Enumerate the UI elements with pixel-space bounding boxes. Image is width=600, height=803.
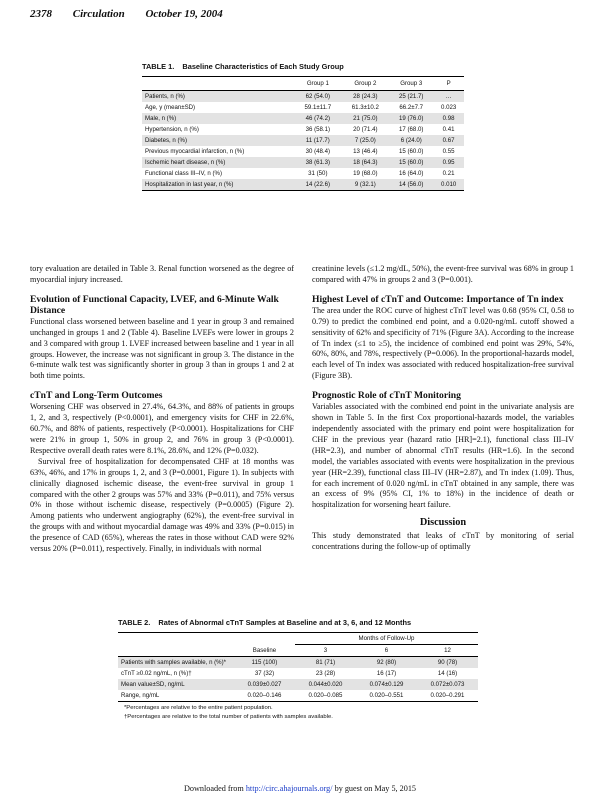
- table-cell: 37 (32): [254, 670, 275, 677]
- left-column: [30, 264, 294, 555]
- column-header: Group 2: [341, 77, 389, 91]
- paragraph: Functional class worsened between baseline and 1 year in group 3 and remained unchanged in groups 1 and 2 (Table 4). Baseline LVEFs were lower in groups 2 and 3 compared with group 1. LVEF increased between baseline and 1 year in all groups. However, the increase was not significant in group 3. The distance in the 6-minute walk test was significantly shorter in group 3 than in groups 1 and 2 at both time points.: [30, 316, 294, 381]
- table-cell: 31 (50): [308, 170, 328, 177]
- section-heading: Highest Level of cTnT and Outcome: Importance of Tn index: [312, 293, 564, 305]
- table-cell: 15 (60.0): [389, 157, 433, 168]
- table-cell: 0.98: [433, 113, 464, 124]
- row-label: Diabetes, n (%): [142, 135, 294, 146]
- table-1-title: Baseline Characteristics of Each Study Group: [182, 62, 344, 71]
- table-cell: 0.023: [440, 104, 457, 111]
- table-row: [142, 146, 464, 157]
- column-header: [118, 645, 234, 657]
- table-1: [142, 62, 464, 191]
- column-header: Group 1: [294, 77, 341, 91]
- table-cell: 13 (46.4): [353, 148, 378, 155]
- table-cell: 0.55: [442, 148, 455, 155]
- table-2: [118, 618, 478, 720]
- running-header: [30, 8, 241, 20]
- table-2-caption: [118, 618, 478, 627]
- column-header: Group 3: [389, 77, 433, 91]
- section-heading: Evolution of Functional Capacity, LVEF, and 6-Minute Walk Distance: [30, 293, 279, 316]
- row-label: cTnT ≥0.02 ng/mL, n (%)†: [121, 670, 192, 677]
- paragraph: Worsening CHF was observed in 27.4%, 64.3%, and 88% of patients in groups 1, 2, and 3, respectively (P<0.0001), and emergency visits for CHF in 22.6%, 60.7%, and 88% of patients, respectively (P<0.0001). Hospitalizations for CHF were 21% in group 1, 50% in group 2, and 76% in group 3 (P<0.0001). Respective overall death rates were 8.1%, 28.6%, and 12% (P=0.032).: [30, 402, 294, 455]
- table-cell: 36 (58.1): [305, 126, 331, 133]
- table-cell: 0.020–0.291: [417, 690, 478, 702]
- table-cell: 25 (21.7): [389, 91, 433, 103]
- table-row: [142, 179, 464, 191]
- paragraph: The area under the ROC curve of highest cTnT level was 0.68 (95% CI, 0.58 to 0.79) to predict the combined end point, and a 0.020-ng/mL cutoff showed a sensitivity of 62% and specificity of 71% (Figure 3A). According to the increase of Tn index (≤1 to ≥5), the incidence of combined end point was 29%, 54%, 60%, 80%, and 78%, respectively (P=0.006). In the proportional-hazards model, each level of Tn index was associated with reduced hospitalization-free survival (Figure 3B).: [312, 305, 574, 381]
- table-cell: 0.020–0.146: [234, 690, 295, 702]
- paragraph: Variables associated with the combined end point in the univariate analysis are shown in Table 5. In the first Cox proportional-hazards model, the variables independently associated with the primary end point were hospitalization for CHF in the previous year (hazard ratio [HR]=2.1), functional class III–IV (HR=2.3), and number of abnormal cTnT results (HR=1.6). In the second model, the variables associated with events were hospitalization in the previous year (HR=2.39), functional class III–IV (HR=2.87), and Tn index (1.09). Thus, for each increment of 0.020 ng/mL in cTnT obtained in any sample, there was an excess of 9% (95% CI, 1% to 18%) in the incidence of death or hospitalization for worsening heart failure.: [312, 402, 574, 510]
- row-label: Hospitalization in last year, n (%): [142, 179, 294, 191]
- footnote: †Percentages are relative to the total number of patients with samples available.: [124, 714, 333, 720]
- table-cell: 0.95: [433, 157, 464, 168]
- download-footer: [0, 784, 600, 793]
- table-row: [118, 690, 478, 702]
- table-cell: 19 (76.0): [389, 113, 433, 124]
- months-of-follow-up-header: Months of Follow-Up: [295, 633, 478, 645]
- paragraph: tory evaluation are detailed in Table 3. Renal function worsened as the degree of myocardial injury increased.: [30, 264, 294, 284]
- table-cell: 0.039±0.027: [234, 679, 295, 690]
- table-1-label: TABLE 1.: [142, 62, 175, 71]
- table-cell: 0.072±0.073: [417, 679, 478, 690]
- table-cell: 20 (71.4): [353, 126, 378, 133]
- table-cell: 92 (80): [356, 657, 417, 669]
- table-row: [118, 679, 478, 690]
- table-cell: 30 (48.4): [305, 148, 331, 155]
- table-cell: 15 (60.0): [399, 148, 424, 155]
- row-label: Range, ng/mL: [118, 690, 234, 702]
- journal-link[interactable]: http://circ.ahajournals.org/: [245, 784, 333, 793]
- table-cell: 6 (24.0): [389, 135, 433, 146]
- table-cell: 23 (28): [315, 670, 336, 677]
- section-heading: Discussion: [419, 517, 467, 529]
- table-cell: 0.020–0.551: [356, 690, 417, 702]
- table-row: [142, 113, 464, 124]
- table-row: [142, 135, 464, 146]
- table-cell: 0.41: [442, 126, 455, 133]
- table-row: [142, 91, 464, 103]
- table-cell: 0.67: [433, 135, 464, 146]
- column-header: 12: [417, 645, 478, 657]
- table-row: [118, 668, 478, 679]
- page-number: 2378: [30, 8, 52, 20]
- table-cell: 21 (75.0): [341, 113, 389, 124]
- table-cell: 16 (64.0): [399, 170, 424, 177]
- table-cell: 14 (16): [437, 670, 458, 677]
- table-cell: 14 (56.0): [389, 179, 433, 191]
- footer-suffix: by guest on May 5, 2015: [332, 784, 417, 793]
- table-cell: 46 (74.2): [294, 113, 341, 124]
- table-2-body: [118, 657, 478, 702]
- row-label: Ischemic heart disease, n (%): [142, 157, 294, 168]
- row-label: Patients, n (%): [142, 91, 294, 103]
- table-cell: 9 (32.1): [341, 179, 389, 191]
- section-heading: Prognostic Role of cTnT Monitoring: [312, 390, 461, 402]
- table-1-body: [142, 91, 464, 191]
- table-1-caption: [142, 62, 464, 71]
- column-header: P: [433, 77, 464, 91]
- row-label: Previous myocardial infarction, n (%): [145, 148, 245, 155]
- table-cell: 11 (17.7): [294, 135, 341, 146]
- row-label: Functional class III–IV, n (%): [145, 170, 222, 177]
- table-2-header-row: [118, 645, 478, 657]
- right-column: [312, 264, 574, 553]
- table-cell: 18 (64.3): [341, 157, 389, 168]
- table-row: [118, 657, 478, 669]
- paragraph: creatinine levels (≤1.2 mg/dL, 50%), the event-free survival was 68% in group 1 compared with 47% in groups 2 and 3 (P=0.001).: [312, 264, 574, 284]
- footer-prefix: Downloaded from: [183, 784, 246, 793]
- table-cell: …: [433, 91, 464, 103]
- table-cell: 62 (54.0): [294, 91, 341, 103]
- paragraph: This study demonstrated that leaks of cTnT by monitoring of serial concentrations during the follow-up of optimally: [312, 531, 574, 552]
- table-2-group-header: [118, 633, 478, 645]
- table-1-grid: [142, 76, 464, 191]
- table-cell: 0.21: [442, 170, 455, 177]
- table-cell: 0.020–0.085: [295, 690, 356, 702]
- row-label: Age, y (mean±SD): [145, 104, 196, 111]
- table-1-header-row: [142, 77, 464, 91]
- table-cell: 81 (71): [295, 657, 356, 669]
- table-2-label: TABLE 2.: [118, 618, 151, 627]
- table-cell: 90 (78): [417, 657, 478, 669]
- column-header: Baseline: [234, 645, 295, 657]
- table-cell: 19 (68.0): [353, 170, 378, 177]
- table-row: [142, 168, 464, 179]
- table-cell: 115 (100): [234, 657, 295, 669]
- section-heading: cTnT and Long-Term Outcomes: [30, 390, 163, 402]
- journal-name: Circulation: [72, 8, 125, 20]
- row-label: Hypertension, n (%): [145, 126, 199, 133]
- table-cell: 14 (22.6): [294, 179, 341, 191]
- table-cell: 16 (17): [376, 670, 397, 677]
- table-cell: 28 (24.3): [341, 91, 389, 103]
- table-cell: 0.044±0.020: [295, 679, 356, 690]
- column-header: 3: [295, 645, 356, 657]
- table-row: [142, 102, 464, 113]
- footnote: *Percentages are relative to the entire patient population.: [124, 705, 273, 711]
- table-cell: 59.1±11.7: [304, 104, 332, 111]
- table-2-grid: [118, 632, 478, 702]
- table-cell: 7 (25.0): [341, 135, 389, 146]
- table-row: [142, 157, 464, 168]
- table-cell: 0.074±0.129: [356, 679, 417, 690]
- issue-date: October 19, 2004: [145, 8, 223, 20]
- table-cell: 66.2±7.7: [399, 104, 424, 111]
- table-cell: 17 (68.0): [399, 126, 424, 133]
- column-header: 6: [356, 645, 417, 657]
- row-label: Mean value±SD, ng/mL: [118, 679, 234, 690]
- table-2-title: Rates of Abnormal cTnT Samples at Baseline and at 3, 6, and 12 Months: [158, 618, 412, 627]
- table-cell: 61.3±10.2: [351, 104, 379, 111]
- table-cell: 0.010: [433, 179, 464, 191]
- column-header: [142, 77, 294, 91]
- table-row: [142, 124, 464, 135]
- row-label: Male, n (%): [142, 113, 294, 124]
- paragraph: Survival free of hospitalization for decompensated CHF at 18 months was 63%, 46%, and 17% in groups 1, 2, and 3 (P=0.0001, Figure 1). In subjects with clinically diagnosed ischemic disease, the event-free survival in group 1 compared with the other 2 groups was 57% and 33% (P=0.011), and 75% versus 0% in those without ischemic disease, respectively (P=0.0005) (Figure 2). Among patients who underwent angiography (62%), the event-free survival in the groups with and without myocardial damage was 49% and 33% (P=0.015) in the presence of CAD (65%), whereas the rates in those without CAD were 92% versus 20% (P=0.011), respectively. Finally, in individuals with normal: [30, 456, 294, 554]
- row-label: Patients with samples available, n (%)*: [118, 657, 234, 669]
- table-cell: 38 (61.3): [294, 157, 341, 168]
- table-2-footnotes: [118, 705, 478, 720]
